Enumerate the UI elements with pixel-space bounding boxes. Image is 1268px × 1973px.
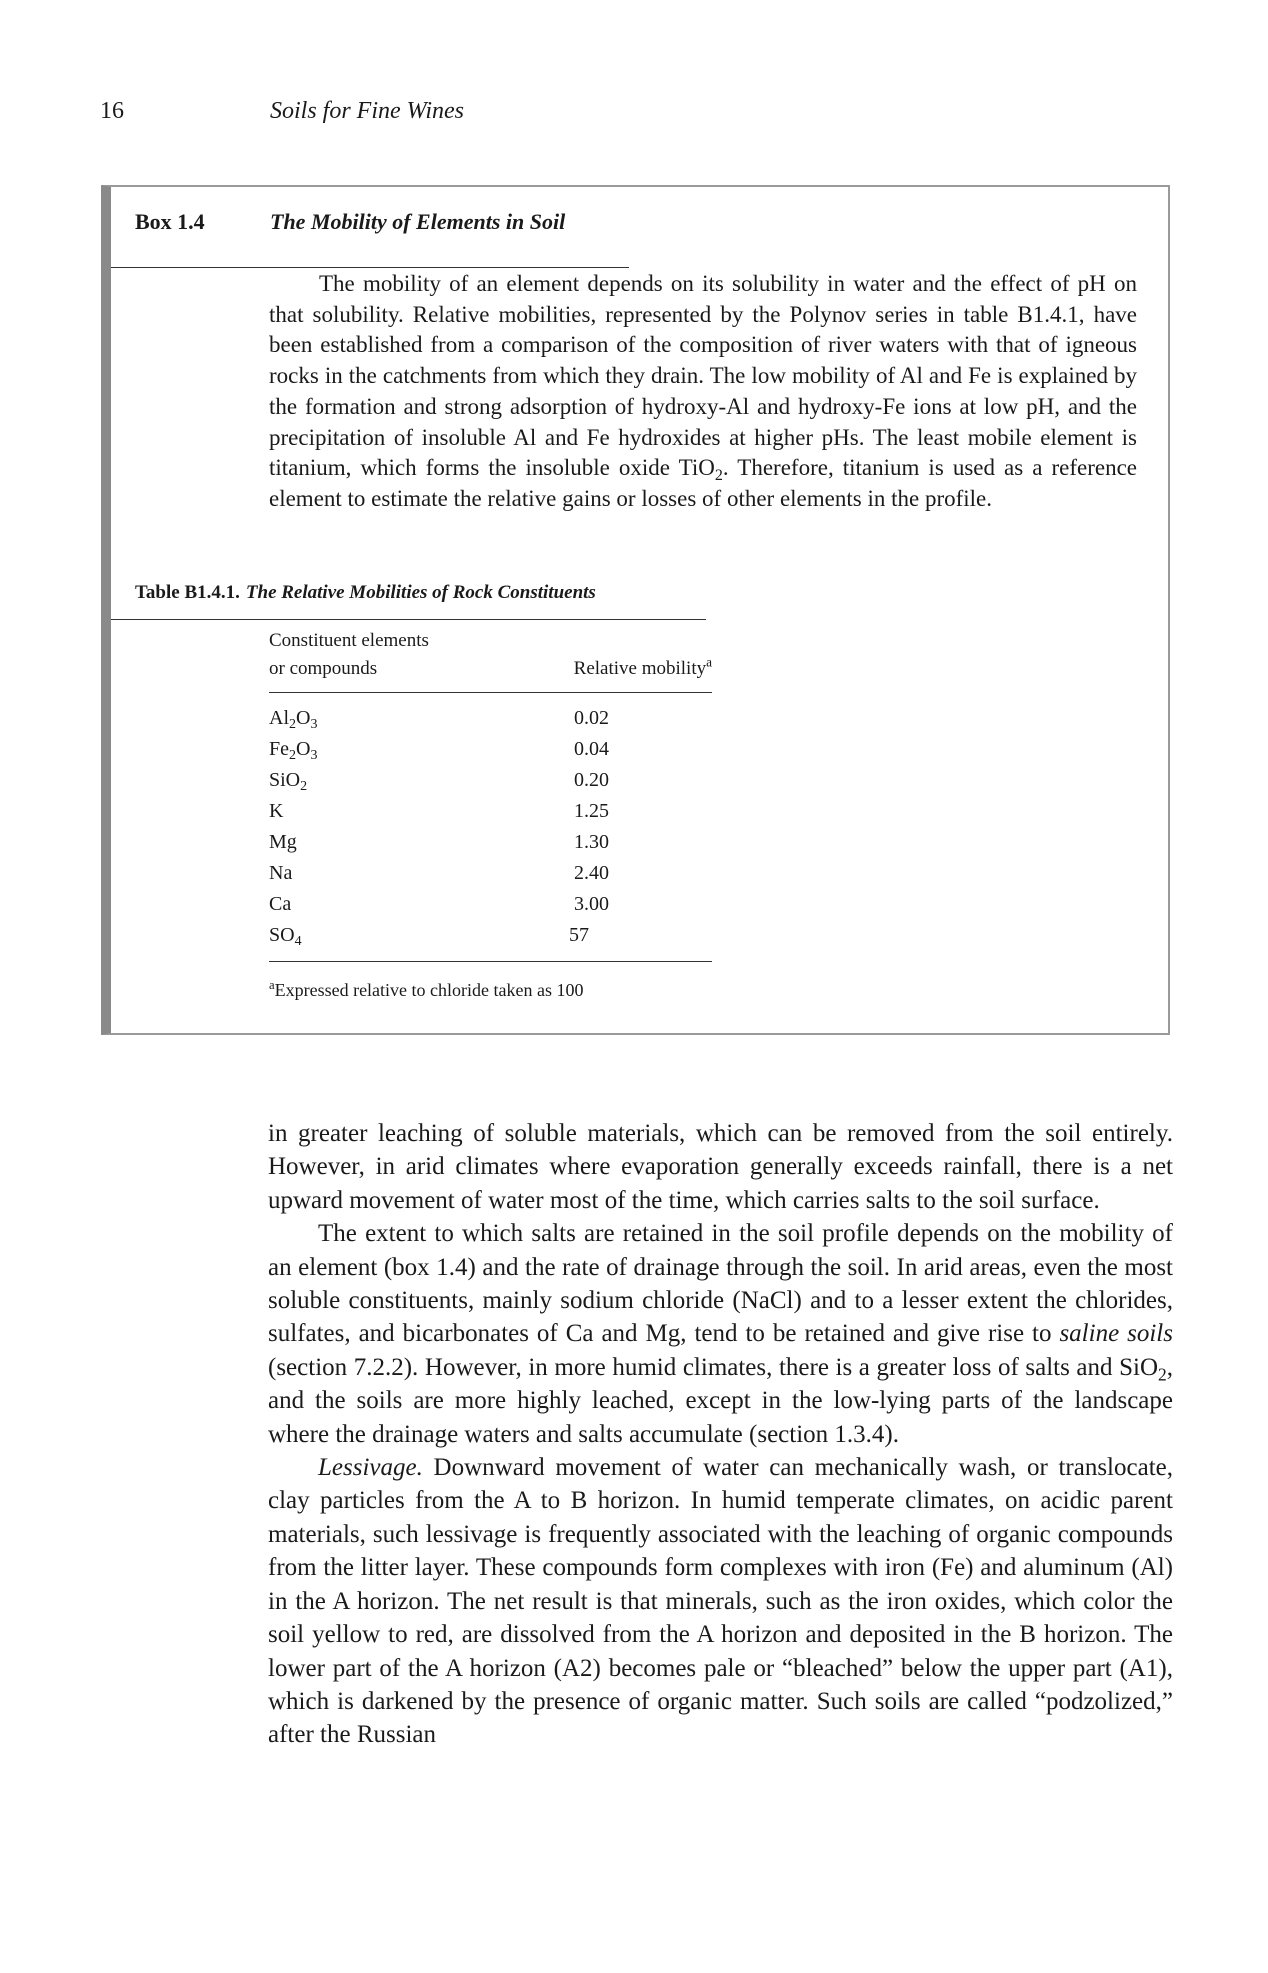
table-footnote: $^a$Expressed relative to chloride taken as 100 (269, 978, 584, 1000)
table-row (269, 800, 712, 830)
table-cell-mobility: 0.04 (574, 738, 609, 760)
table-row (269, 738, 712, 768)
table-cell-constituent: $Al_2O_3$ (269, 707, 318, 733)
table-cell-mobility: 0.20 (574, 769, 609, 791)
table-top-rule (111, 619, 706, 620)
body-paragraph: in greater leaching of soluble materials, which can be removed from the soil entirely. However, in arid climates where evaporation generally exceeds rainfall, there is a net upward movement of water most of the time, which carries salts to the soil surface. (268, 1120, 1173, 1214)
table-cell-mobility: 57 (569, 924, 589, 946)
table-row (269, 893, 712, 923)
box-title: The Mobility of Elements in Soil (270, 209, 566, 234)
table-row (269, 831, 712, 861)
body-paragraph: Lessivage. Downward movement of water can mechanically wash, or translocate, clay particles from the A to B horizon. In humid temperate climates, on acidic parent materials, such lessivage is frequently associated with the leaching of organic compounds from the litter layer. These compounds form complexes with iron (Fe) and aluminum (Al) in the A horizon. The net result is that minerals, such as the iron oxides, which color the soil yellow to red, are dissolved from the A horizon and deposited in the B horizon. The lower part of the A horizon (A2) becomes pale or “bleached” below the upper part (A1), which is darkened by the presence of organic matter. Such soils are called “podzolized,” after the Russian (268, 1454, 1173, 1749)
table-title: The Relative Mobilities of Rock Constituents (245, 582, 596, 603)
table-row (269, 707, 712, 737)
running-title: Soils for Fine Wines (270, 98, 464, 124)
table-cell-constituent: $Fe_2O_3$ (269, 738, 318, 764)
table-cell-constituent: Ca (269, 893, 292, 915)
box-heading-rule (111, 267, 629, 268)
table-cell-constituent: Mg (269, 831, 297, 853)
box-label: Box 1.4 (135, 209, 205, 234)
page-number: 16 (100, 98, 124, 124)
box-1-4 (101, 185, 1170, 1035)
table-row (269, 862, 712, 892)
table-cell-mobility: 2.40 (574, 862, 609, 884)
table-row (269, 769, 712, 799)
table-heading (135, 582, 596, 604)
table-cell-mobility: 0.02 (574, 707, 609, 729)
table-cell-constituent: K (269, 800, 284, 822)
table-cell-constituent: SiO$_2$ (269, 769, 308, 795)
table-cell-mobility: 1.30 (574, 831, 609, 853)
table-row (269, 924, 712, 954)
table-column-header-mobility: Relative mobility$^a$ (573, 654, 712, 679)
table-label: Table B1.4.1. (135, 582, 240, 603)
table-header-rule (269, 692, 712, 693)
body-text (268, 1117, 1173, 1752)
table-bottom-rule (269, 961, 712, 962)
table-column-header-constituent: Constituent elements or compounds (269, 630, 429, 679)
table-cell-constituent: Na (269, 862, 293, 884)
table-cell-mobility: 3.00 (574, 893, 609, 915)
table-cell-constituent: $SO_4$ (269, 924, 302, 950)
box-paragraph: The mobility of an element depends on its solubility in water and the effect of pH on that solubility. Relative mobilities, represented by the Polynov series in table B1.4.1, have been established from a comparison of the composition of river waters with that of igneous rocks in the catchments from which they drain. The low mobility of Al and Fe is explained by the formation and strong adsorption of hydroxy-Al and hydroxy-Fe ions at low pH, and the precipitation of insoluble Al and Fe hydroxides at higher pHs. The least mobile element is titanium, which forms the insoluble oxide TiO$_2$. Therefore, titanium is used as a reference element to estimate the relative gains or losses of other elements in the profile. (269, 271, 1137, 511)
body-paragraph: The extent to which salts are retained in the soil profile depends on the mobility of an element (box 1.4) and the rate of drainage through the soil. In arid areas, even the most soluble constituents, mainly sodium chloride (NaCl) and to a lesser extent the chlorides, sulfates, and bicarbonates of Ca and Mg, tend to be retained and give rise to saline soils (section 7.2.2). However, in more humid climates, there is a greater loss of salts and SiO$_2$, and the soils are more highly leached, except in the low-lying parts of the landscape where the drainage waters and salts accumulate (section 1.3.4). (268, 1220, 1173, 1448)
table-cell-mobility: 1.25 (574, 800, 609, 822)
